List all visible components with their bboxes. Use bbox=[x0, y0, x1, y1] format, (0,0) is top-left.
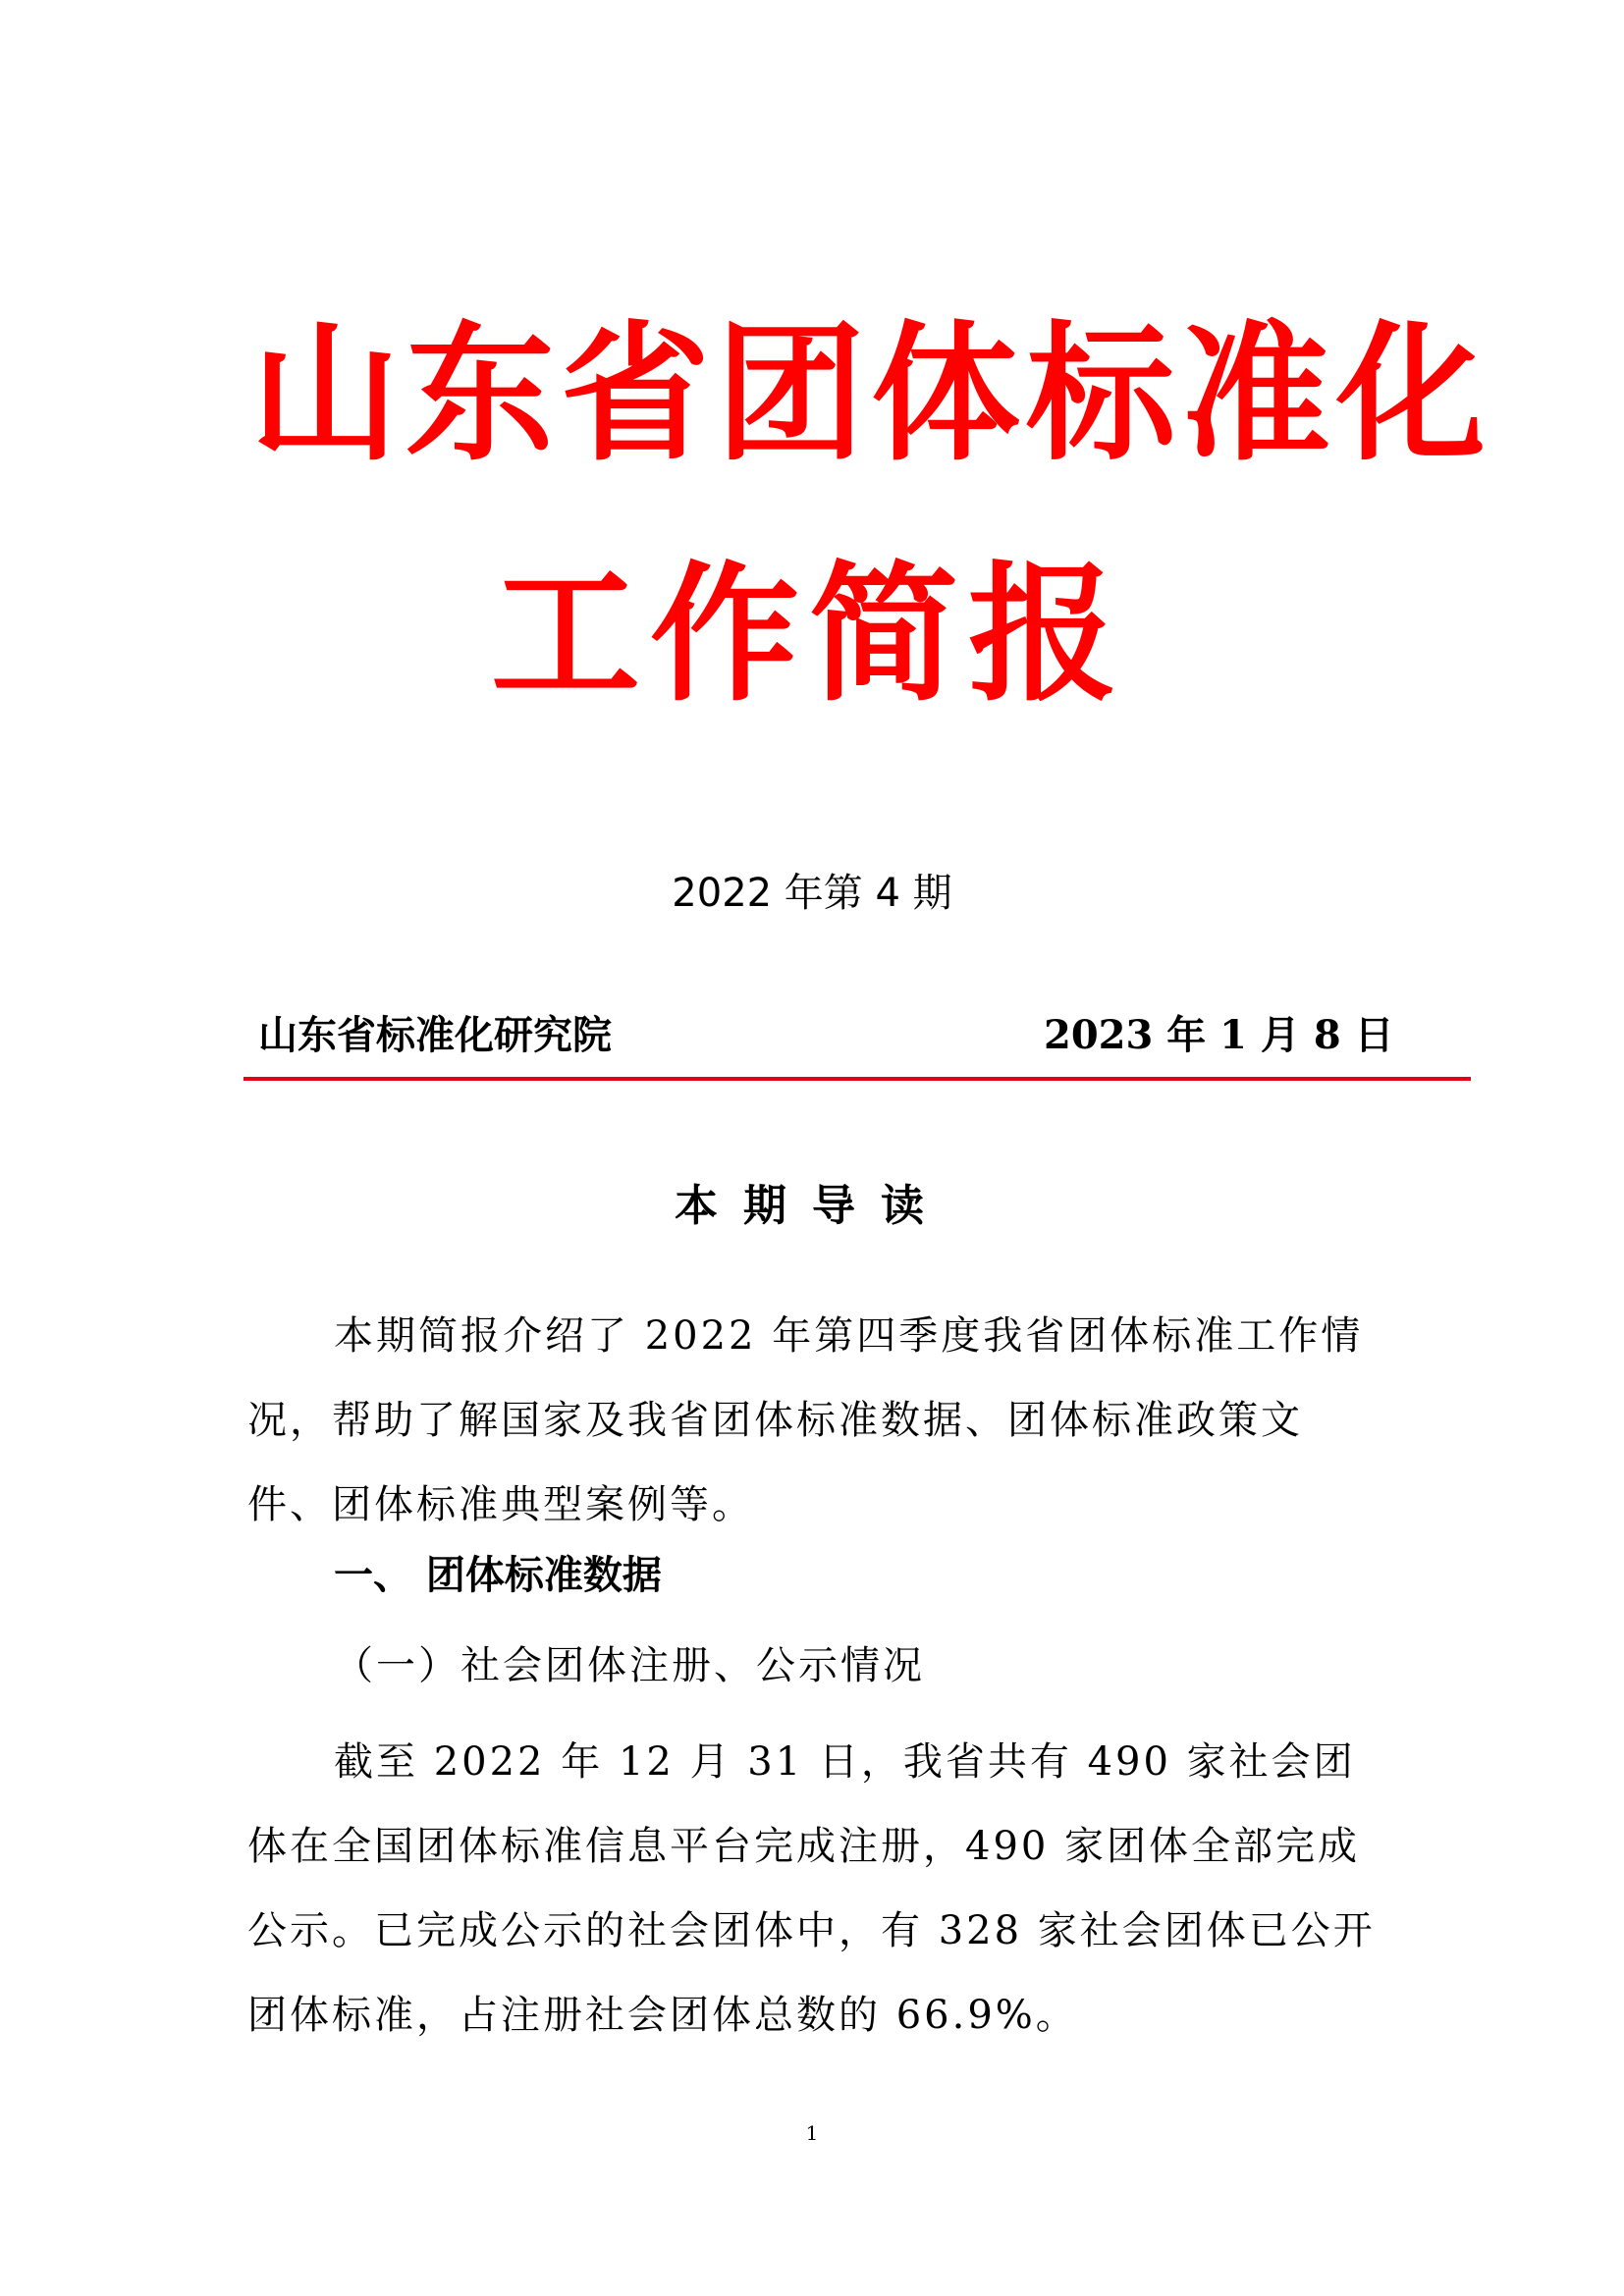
masthead-title-line-2: 工作简报 bbox=[491, 546, 1127, 721]
heading-level-1: 一、 团体标准数据 bbox=[334, 1553, 662, 1598]
issue-date: 2023 年 1 月 8 日 bbox=[1044, 1012, 1394, 1058]
data-paragraph: 截至 2022 年 12 月 31 日，我省共有 490 家社会团体在全国团体标准信息平台完成注册，490 家团体全部完成公示。已完成公示的社会团体中，有 328 家社会团体已公开团体标准，占注册社会团体总数的 66.9%。 bbox=[247, 1739, 1376, 2038]
section-title: 本期导读 bbox=[675, 1181, 949, 1231]
issue-number: 2022 年第 4 期 bbox=[672, 871, 952, 916]
issuer-name: 山东省标准化研究院 bbox=[258, 1012, 612, 1058]
heading-level-2: （一）社会团体注册、公示情况 bbox=[334, 1643, 925, 1688]
masthead-title-line-1: 山东省团体标准化 bbox=[250, 305, 1491, 481]
intro-paragraph: 本期简报介绍了 2022 年第四季度我省团体标准工作情况，帮助了解国家及我省团体标准数据、团体标准政策文件、团体标准典型案例等。 bbox=[247, 1313, 1364, 1527]
masthead-divider bbox=[244, 1077, 1471, 1081]
page-number: 1 bbox=[805, 2121, 819, 2145]
